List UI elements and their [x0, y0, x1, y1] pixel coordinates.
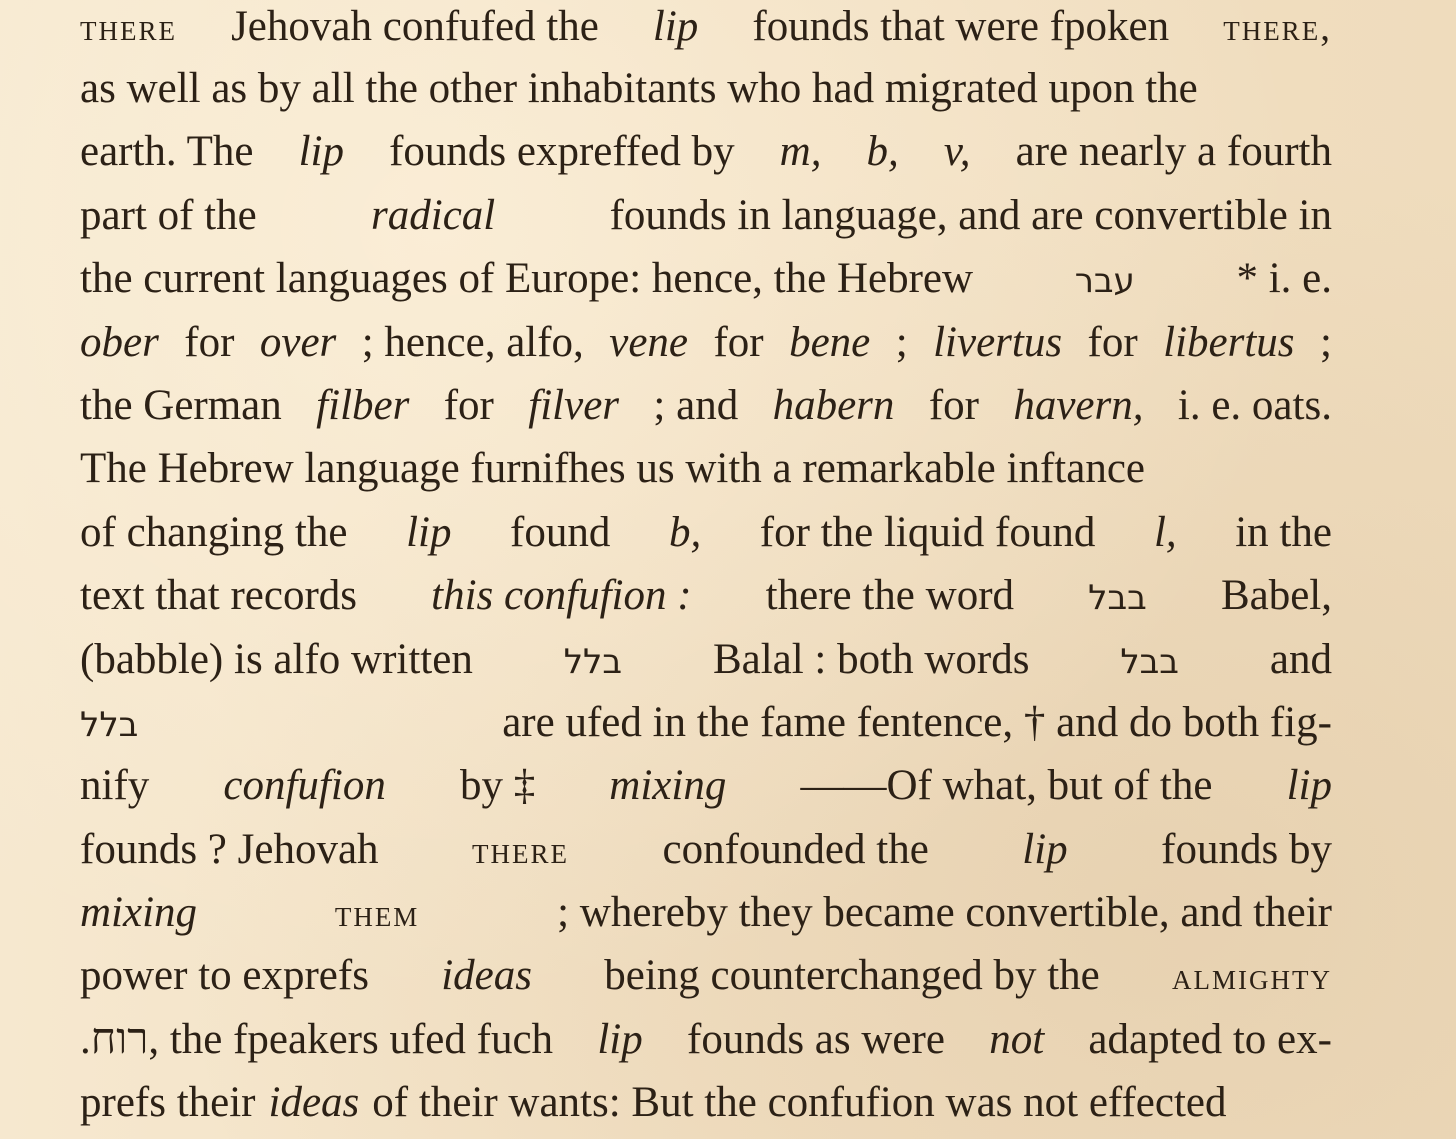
italic-text: lip [652, 3, 699, 50]
text-run: part of the [80, 191, 257, 239]
italic-text: over [259, 318, 337, 366]
italic-text: livertus [933, 318, 1063, 366]
text-run: * i. e. [1236, 255, 1332, 303]
text-line [80, 374, 1332, 437]
italic-text: ideas [441, 952, 532, 1000]
italic-text: bene [789, 318, 871, 366]
italic-text: vene [609, 318, 689, 366]
text-run: for [713, 318, 764, 366]
text-run: founds that were fpoken [752, 3, 1170, 50]
text-line [80, 437, 1332, 500]
text-run: for [184, 318, 235, 366]
text-run: founds as were [687, 1015, 945, 1063]
small-caps-text: there, [1223, 6, 1332, 49]
text-run: founds ? Jehovah [80, 825, 379, 873]
hebrew-word: בבל [1120, 641, 1179, 682]
text-run: confounded the [662, 825, 929, 873]
italic-text: ober [80, 318, 159, 366]
text-run: ; [895, 318, 908, 366]
text-run: being counterchanged by the [604, 952, 1100, 1000]
italic-text: radical [371, 191, 496, 239]
italic-text: confufion [223, 762, 386, 810]
italic-text: mixing [609, 762, 727, 810]
text-line [80, 311, 1332, 374]
hebrew-word: בלל [80, 704, 139, 745]
italic-text: lip [1022, 825, 1068, 873]
text-run: (babble) is alfo written [80, 635, 473, 683]
text-run: Balal : both words [712, 635, 1030, 683]
text-run: and [1269, 635, 1332, 683]
text-line [80, 754, 1332, 817]
hebrew-word: בבל [1088, 578, 1147, 619]
italic-text: b, [668, 508, 702, 556]
text-run: found [510, 508, 611, 556]
small-caps-text: almighty [1172, 955, 1332, 999]
text-run: there the word [765, 572, 1015, 620]
text-run: founds by [1161, 825, 1332, 873]
italic-text: libertus [1163, 318, 1295, 366]
small-caps-text: there [472, 828, 570, 872]
small-caps-text: there [80, 6, 177, 49]
text-line [80, 247, 1332, 310]
text-run: earth. The [80, 128, 254, 176]
italic-text: lip [597, 1015, 643, 1063]
text-run: in the [1235, 508, 1332, 556]
text-run: Babel, [1220, 572, 1332, 620]
italic-text: v, [943, 128, 971, 176]
text-run: by ‡ [459, 762, 536, 810]
text-line [80, 0, 1332, 57]
text-run: for [1087, 318, 1138, 366]
text-run: prefs their [80, 1079, 256, 1127]
text-run: as well as by all the other inhabitants who had migrated upon the [80, 65, 1198, 112]
text-run: of their wants: But the confufion was not effected [372, 1079, 1227, 1127]
text-line [80, 564, 1332, 627]
italic-text: lip [406, 508, 452, 556]
text-run: for [928, 381, 979, 429]
text-line [80, 691, 1332, 754]
text-run: the current languages of Europe: hence, the Hebrew [80, 255, 974, 303]
italic-text: not [989, 1015, 1045, 1063]
text-run: i. e. oats. [1177, 381, 1332, 429]
italic-text: lip [1286, 762, 1332, 810]
text-run: founds in language, and are convertible in [609, 191, 1332, 239]
small-caps-text: them [334, 892, 420, 936]
text-line [80, 501, 1332, 564]
hebrew-word: בלל [563, 641, 623, 682]
text-run: ; [1319, 318, 1332, 366]
text-run: the German [80, 381, 282, 429]
text-line [80, 818, 1332, 881]
italic-text: b, [866, 128, 899, 176]
text-line [80, 1071, 1332, 1134]
italic-text: m, [779, 128, 822, 176]
italic-text: mixing [80, 889, 198, 937]
italic-text: lip [298, 128, 344, 176]
page-text [80, 0, 1332, 1135]
text-line [80, 1008, 1332, 1071]
text-line [80, 628, 1332, 691]
text-run: The Hebrew language furnifhes us with a remarkable inftance [80, 445, 1145, 493]
text-run: nify [80, 762, 150, 810]
italic-text: this confufion : [431, 572, 692, 620]
text-run: are ufed in the fame fentence, † and do both fig- [502, 698, 1332, 746]
text-run: for the liquid found [759, 508, 1096, 556]
text-run: of changing the [80, 508, 348, 556]
text-run: adapted to ex- [1088, 1015, 1332, 1063]
text-run: text that records [80, 572, 358, 620]
italic-text: filber [316, 381, 410, 429]
hebrew-word: עבר [1074, 261, 1135, 302]
text-run: power to exprefs [80, 952, 369, 1000]
text-run: ; and [653, 381, 739, 429]
text-line [80, 120, 1332, 183]
text-line [80, 57, 1332, 120]
italic-text: filver [528, 381, 620, 429]
text-run: for [443, 381, 494, 429]
text-run: ; hence, alfo, [361, 318, 584, 366]
italic-text: havern, [1013, 381, 1144, 429]
italic-text: l, [1153, 508, 1177, 556]
text-line [80, 944, 1332, 1007]
text-run: ——Of what, but of the [800, 762, 1213, 810]
text-line [80, 184, 1332, 247]
text-run: .רוח, the fpeakers ufed fuch [80, 1015, 554, 1063]
text-line [80, 881, 1332, 944]
text-run: ; whereby they became convertible, and their [557, 889, 1332, 937]
italic-text: habern [772, 381, 895, 429]
text-run: are nearly a fourth [1015, 128, 1332, 176]
text-run: Jehovah confufed the [231, 3, 599, 50]
text-run: founds expreffed by [389, 128, 735, 176]
italic-text: ideas [268, 1079, 360, 1127]
